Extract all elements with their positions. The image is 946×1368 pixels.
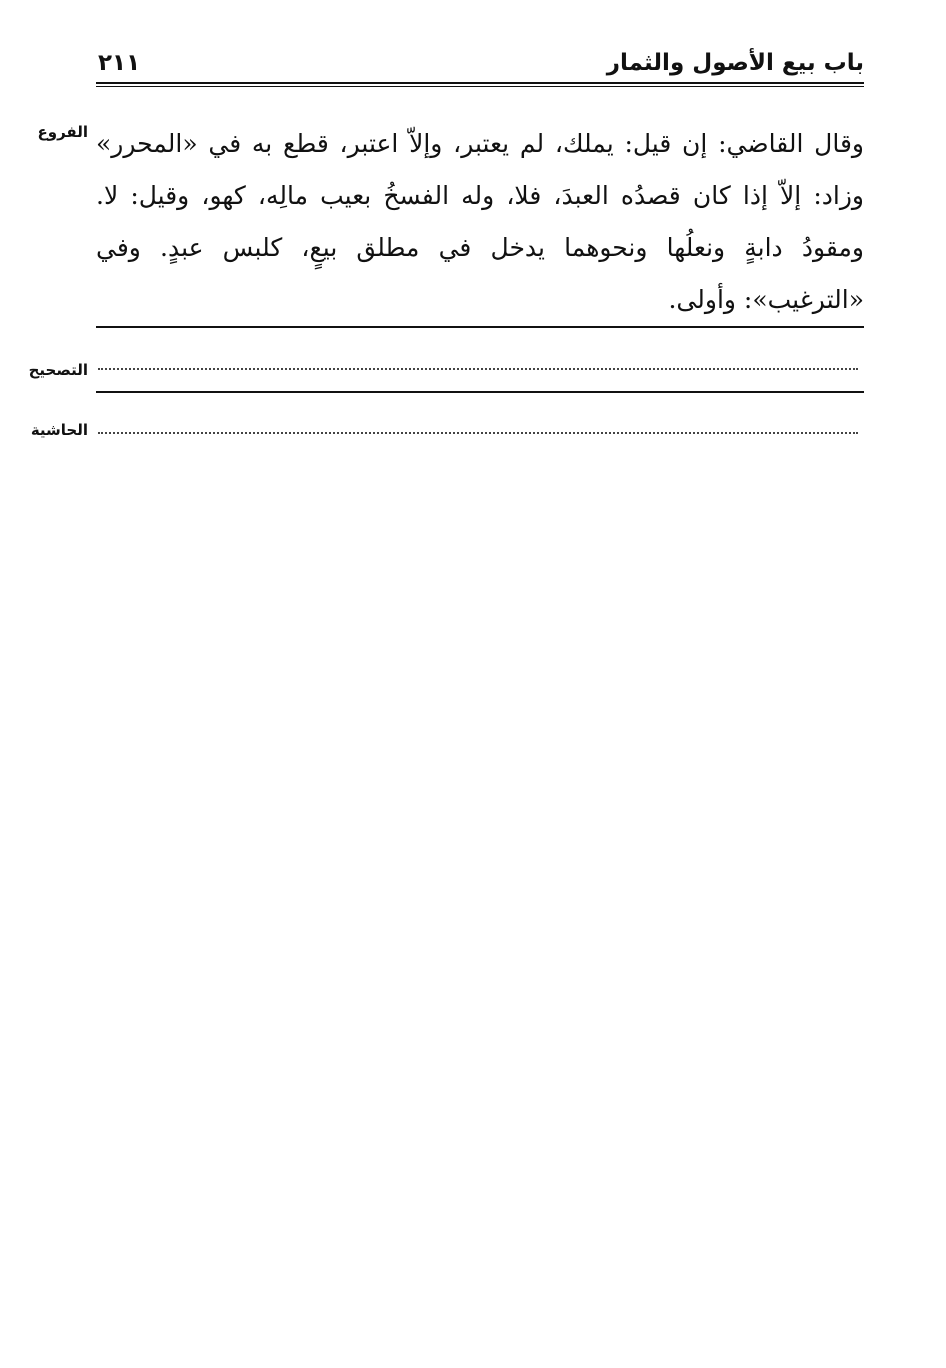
header-double-rule bbox=[96, 82, 864, 87]
hashiya-dotted-line bbox=[98, 432, 858, 434]
section-divider bbox=[96, 391, 864, 393]
page-header bbox=[96, 38, 864, 88]
section-divider bbox=[96, 326, 864, 328]
tashih-dotted-line bbox=[98, 368, 858, 370]
section-label-furu: الفروع bbox=[37, 123, 88, 141]
main-text-paragraph: وقال القاضي: إن قيل: يملك، لم يعتبر، وإلاّ اعتبر، قطع به في «المحرر» وزاد: إلاّ إذا كان قصدُه العبدَ، فلا، وله الفسخُ بعيب مالِه، كهو، وقيل: لا. ومقودُ دابةٍ ونعلُها ونحوهما يدخل في مطلق بيعٍ، كلبس عبدٍ. وفي «الترغيب»: وأولى. bbox=[96, 129, 864, 314]
section-label-hashiya: الحاشية bbox=[30, 421, 88, 439]
section-label-tashih: التصحيح bbox=[28, 361, 88, 379]
page-number: ٢١١ bbox=[98, 50, 141, 76]
chapter-title: باب بيع الأصول والثمار bbox=[606, 50, 864, 76]
